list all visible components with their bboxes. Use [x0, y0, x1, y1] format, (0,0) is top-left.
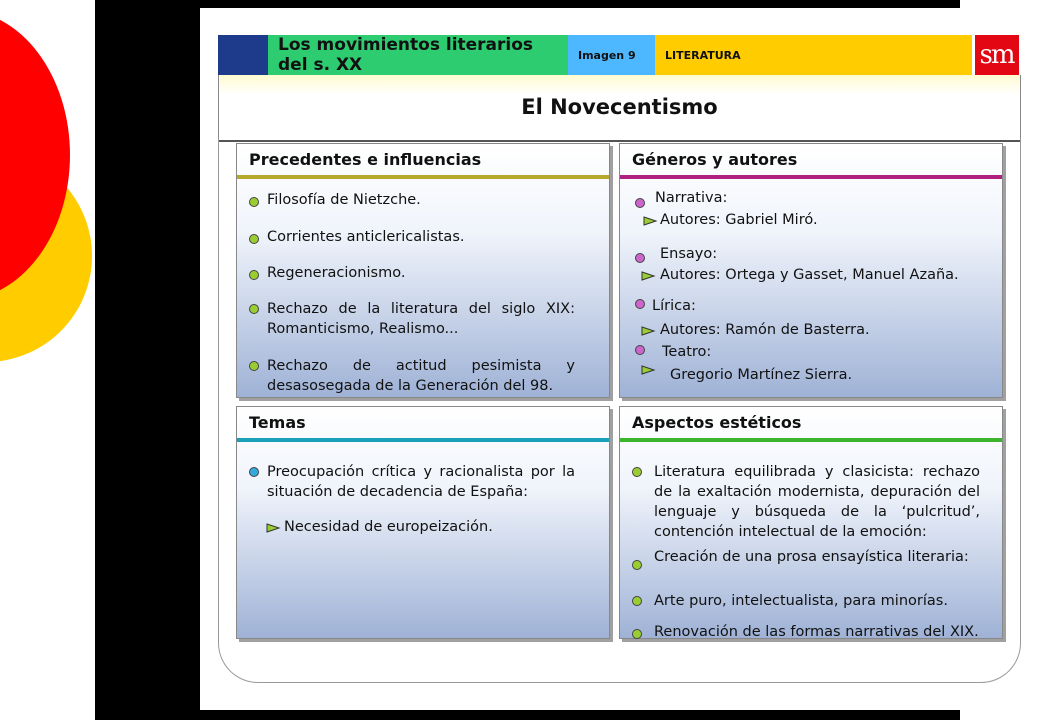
- authors-ensayo: Autores: Ortega y Gasset, Manuel Azaña.: [660, 267, 959, 283]
- authors-narrativa: Autores: Gabriel Miró.: [660, 212, 818, 228]
- list-item: Rechazo de actitud pesimista y desasosegada de la Generación del 98.: [267, 358, 575, 394]
- list-item: Creación de una prosa ensayística literaria:: [654, 549, 969, 565]
- header-bar: [218, 35, 1021, 75]
- arrow-icon: [644, 217, 656, 225]
- list-item: Corrientes anticlericalistas.: [267, 229, 465, 245]
- header-title: Los movimientos literarios del s. XX: [268, 35, 568, 75]
- bullet-icon: [635, 345, 645, 355]
- title-bar: [218, 75, 1021, 142]
- arrow-icon: [642, 272, 654, 280]
- bullet-icon: [249, 361, 259, 371]
- authors-lirica: Autores: Ramón de Basterra.: [660, 322, 870, 338]
- header-navy-block: [218, 35, 268, 75]
- bullet-icon: [249, 234, 259, 244]
- bullet-icon: [249, 467, 259, 477]
- bullet-icon: [249, 270, 259, 280]
- temas-panel: [236, 406, 610, 639]
- generos-divider: [620, 175, 1002, 179]
- bullet-icon: [249, 304, 259, 314]
- slide-frame: [95, 0, 1014, 720]
- bullet-icon: [632, 629, 642, 639]
- tema-item: Preocupación crítica y racionalista por la situación de decadencia de España:: [267, 464, 575, 500]
- bullet-icon: [635, 299, 645, 309]
- list-item: Literatura equilibrada y clasicista: rechazo de la exaltación modernista, depuración del lenguaje y búsqueda de la ‘pulcritud’, contención intelectual de la emoción:: [654, 464, 980, 540]
- page-title: El Novecentismo: [521, 95, 718, 119]
- arrow-icon: [642, 327, 654, 335]
- temas-divider: [237, 438, 609, 442]
- genre-teatro: Teatro:: [662, 344, 712, 360]
- authors-teatro: Gregorio Martínez Sierra.: [670, 367, 853, 383]
- bullet-icon: [632, 467, 642, 477]
- list-item: Arte puro, intelectualista, para minorías.: [654, 593, 948, 609]
- esteticos-title: Aspectos estéticos: [632, 413, 802, 432]
- esteticos-divider: [620, 438, 1002, 442]
- generos-panel: [619, 143, 1003, 398]
- image-label: Imagen 9: [568, 35, 655, 75]
- logo-cell: [972, 35, 1021, 75]
- sm-logo: sm: [975, 35, 1019, 75]
- bullet-icon: [632, 596, 642, 606]
- generos-title: Géneros y autores: [632, 150, 798, 169]
- bullet-icon: [635, 253, 645, 263]
- precedentes-title: Precedentes e influencias: [249, 150, 482, 169]
- genre-ensayo: Ensayo:: [660, 246, 718, 262]
- list-item: Filosofía de Nietzche.: [267, 192, 421, 208]
- arrow-icon: [642, 366, 654, 374]
- list-item: Regeneracionismo.: [267, 265, 406, 281]
- esteticos-panel: [619, 406, 1003, 639]
- section-label: LITERATURA: [655, 35, 972, 75]
- bullet-icon: [249, 197, 259, 207]
- genre-lirica: Lírica:: [652, 298, 696, 314]
- list-item: Rechazo de la literatura del siglo XIX: Romanticismo, Realismo...: [267, 301, 575, 337]
- slide: [200, 8, 1041, 710]
- precedentes-divider: [237, 175, 609, 179]
- list-item: Renovación de las formas narrativas del XIX.: [654, 624, 979, 640]
- tema-subitem: Necesidad de europeización.: [284, 519, 493, 535]
- temas-title: Temas: [249, 413, 306, 432]
- precedentes-panel: [236, 143, 610, 398]
- arrow-icon: [267, 524, 279, 532]
- genre-narrativa: Narrativa:: [655, 190, 728, 206]
- bullet-icon: [635, 198, 645, 208]
- bullet-icon: [632, 560, 642, 570]
